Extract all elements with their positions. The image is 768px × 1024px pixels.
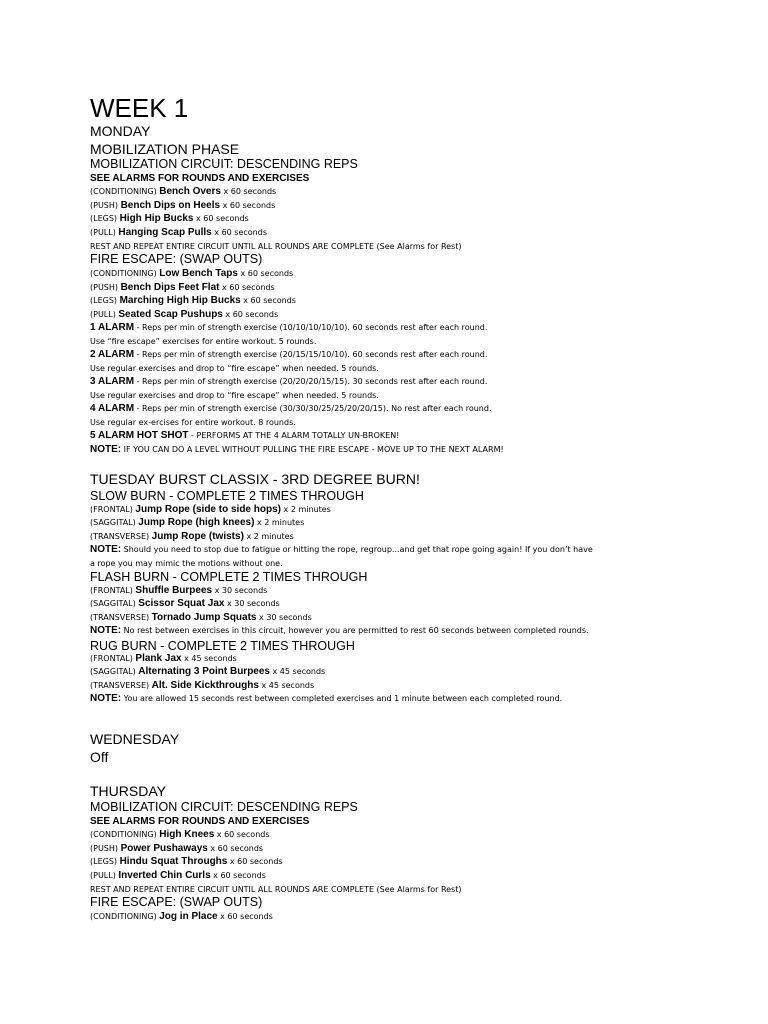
exercise-category: (PULL): [90, 228, 119, 237]
exercise-line: [90, 296, 296, 306]
exercise-duration: x 60 seconds: [227, 857, 283, 866]
exercise-line: [90, 871, 266, 881]
exercise-category: (SAGGITAL): [90, 667, 139, 676]
rest-note: REST AND REPEAT ENTIRE CIRCUIT UNTIL ALL ROUNDS ARE COMPLETE (See Alarms for Rest): [90, 242, 462, 251]
exercise-line: [90, 532, 294, 542]
flash-burn-title: FLASH BURN - COMPLETE 2 TIMES THROUGH: [90, 570, 368, 584]
note-label: NOTE:: [90, 544, 122, 555]
exercise-duration: x 60 seconds: [240, 296, 296, 305]
exercise-line: [90, 599, 280, 609]
exercise-duration: x 60 seconds: [222, 310, 279, 319]
note-line: [90, 694, 562, 704]
exercise-line: [90, 844, 263, 854]
exercise-duration: x 2 minutes: [254, 518, 305, 527]
exercise-name: Inverted Chin Curls: [118, 870, 211, 881]
exercise-category: (CONDITIONING): [90, 912, 160, 921]
exercise-category: (SAGGITAL): [90, 518, 139, 527]
exercise-category: (LEGS): [90, 857, 120, 866]
tuesday-heading: TUESDAY BURST CLASSIX - 3RD DEGREE BURN!: [90, 471, 420, 487]
exercise-category: (PULL): [90, 310, 119, 319]
note-label: NOTE:: [90, 693, 122, 704]
exercise-line: [90, 830, 270, 840]
exercise-duration: x 2 minutes: [281, 505, 331, 514]
wednesday-status: Off: [90, 749, 109, 765]
exercise-category: (CONDITIONING): [90, 187, 160, 196]
note-line: [90, 626, 589, 636]
exercise-name: Alt. Side Kickthroughs: [151, 680, 259, 691]
alarm-text: - Reps per min of strength exercise (20/15/15/10/10). 60 seconds rest after each round.: [134, 350, 488, 359]
alarm-continuation: Use regular exercises and drop to “fire escape” when needed. 5 rounds.: [90, 391, 379, 400]
exercise-name: Marching High Hip Bucks: [119, 295, 241, 306]
note-text: Should you need to stop due to fatigue or hitting the rope, regroup...and get that rope going again! If you don’t have: [121, 545, 593, 554]
hot-shot-line: [90, 431, 399, 441]
exercise-line: [90, 201, 275, 211]
exercise-category: (PULL): [90, 871, 119, 880]
exercise-name: High Knees: [159, 829, 215, 840]
exercise-category: (CONDITIONING): [90, 830, 160, 839]
exercise-duration: x 60 seconds: [220, 187, 277, 196]
alarm-continuation: Use regular ex-ercises for entire workout. 8 rounds.: [90, 418, 296, 427]
exercise-category: (FRONTAL): [90, 505, 136, 514]
note-label: NOTE:: [90, 444, 122, 455]
exercise-duration: x 30 seconds: [212, 586, 268, 595]
exercise-line: [90, 586, 267, 596]
note-line: [90, 445, 504, 455]
exercise-line: [90, 857, 283, 867]
thursday-circuit-title: MOBILIZATION CIRCUIT: DESCENDING REPS: [90, 800, 358, 814]
exercise-name: Bench Overs: [159, 186, 221, 197]
monday-alarms-note: SEE ALARMS FOR ROUNDS AND EXERCISES: [90, 173, 310, 184]
exercise-category: (LEGS): [90, 296, 120, 305]
exercise-category: (CONDITIONING): [90, 269, 160, 278]
exercise-category: (LEGS): [90, 214, 120, 223]
alarm-continuation: Use regular exercises and drop to “fire escape” when needed. 5 rounds.: [90, 364, 379, 373]
exercise-name: Alternating 3 Point Burpees: [138, 666, 270, 677]
alarm-line: [90, 404, 491, 414]
fire-escape-title: FIRE ESCAPE: (SWAP OUTS): [90, 895, 263, 909]
exercise-name: Bench Dips on Heels: [120, 200, 221, 211]
exercise-line: [90, 613, 312, 623]
exercise-line: [90, 228, 267, 238]
exercise-name: Seated Scap Pushups: [118, 309, 223, 320]
exercise-line: [90, 654, 237, 664]
exercise-duration: x 60 seconds: [210, 871, 266, 880]
alarm-continuation: Use “fire escape” exercises for entire workout. 5 rounds.: [90, 337, 317, 346]
alarm-text: - Reps per min of strength exercise (30/30/30/25/25/20/20/15). No rest after each round.: [134, 404, 492, 413]
exercise-name: Scissor Squat Jax: [138, 598, 225, 609]
exercise-duration: x 60 seconds: [211, 228, 267, 237]
monday-heading: MONDAY: [90, 123, 151, 139]
exercise-name: Jog in Place: [159, 911, 218, 922]
thursday-heading: THURSDAY: [90, 783, 166, 799]
exercise-line: [90, 505, 331, 515]
exercise-name: Low Bench Taps: [159, 268, 238, 279]
exercise-name: Jump Rope (twists): [151, 531, 244, 542]
exercise-duration: x 2 minutes: [243, 532, 294, 541]
note-text: IF YOU CAN DO A LEVEL WITHOUT PULLING THE FIRE ESCAPE - MOVE UP TO THE NEXT ALARM!: [121, 445, 504, 454]
note-continuation: a rope you may mimic the motions without one.: [90, 559, 283, 568]
exercise-line: [90, 269, 293, 279]
exercise-category: (TRANSVERSE): [90, 681, 152, 690]
exercise-line: [90, 912, 273, 922]
alarm-label: 3 ALARM: [90, 376, 135, 387]
exercise-line: [90, 681, 314, 691]
exercise-name: Plank Jax: [135, 653, 182, 664]
exercise-line: [90, 283, 275, 293]
hot-shot-label: 5 ALARM HOT SHOT: [90, 430, 189, 441]
exercise-line: [90, 187, 276, 197]
exercise-name: Jump Rope (high knees): [138, 517, 255, 528]
exercise-category: (TRANSVERSE): [90, 613, 152, 622]
monday-phase: MOBILIZATION PHASE: [90, 141, 240, 157]
exercise-name: Hindu Squat Throughs: [119, 856, 228, 867]
exercise-category: (FRONTAL): [90, 654, 136, 663]
note-text: No rest between exercises in this circuit, however you are permitted to rest 60 seconds between completed rounds.: [121, 626, 589, 635]
exercise-name: High Hip Bucks: [119, 213, 194, 224]
exercise-duration: x 30 seconds: [224, 599, 280, 608]
exercise-name: Tornado Jump Squats: [151, 612, 257, 623]
exercise-line: [90, 518, 304, 528]
exercise-duration: x 60 seconds: [220, 201, 276, 210]
exercise-duration: x 60 seconds: [237, 269, 294, 278]
note-label: NOTE:: [90, 625, 122, 636]
exercise-category: (FRONTAL): [90, 586, 136, 595]
alarm-text: - Reps per min of strength exercise (10/10/10/10/10). 60 seconds rest after each round.: [134, 323, 488, 332]
hot-shot-text: - PERFORMS AT THE 4 ALARM TOTALLY UN-BROKEN!: [188, 431, 400, 440]
exercise-duration: x 60 seconds: [219, 283, 275, 292]
alarm-label: 1 ALARM: [90, 322, 135, 333]
exercise-name: Hanging Scap Pulls: [118, 227, 212, 238]
exercise-category: (SAGGITAL): [90, 599, 139, 608]
exercise-duration: x 45 seconds: [258, 681, 315, 690]
slow-burn-title: SLOW BURN - COMPLETE 2 TIMES THROUGH: [90, 489, 364, 503]
alarm-label: 4 ALARM: [90, 403, 135, 414]
wednesday-heading: WEDNESDAY: [90, 731, 180, 747]
rest-note: REST AND REPEAT ENTIRE CIRCUIT UNTIL ALL ROUNDS ARE COMPLETE (See Alarms for Rest): [90, 885, 462, 894]
exercise-category: (TRANSVERSE): [90, 532, 152, 541]
alarm-label: 2 ALARM: [90, 349, 135, 360]
exercise-name: Bench Dips Feet Flat: [120, 282, 220, 293]
fire-escape-title: FIRE ESCAPE: (SWAP OUTS): [90, 252, 263, 266]
note-line: [90, 545, 593, 555]
exercise-category: (PUSH): [90, 283, 121, 292]
exercise-duration: x 60 seconds: [217, 912, 273, 921]
alarm-line: [90, 350, 487, 360]
note-text: You are allowed 15 seconds rest between completed exercises and 1 minute between each completed round.: [121, 694, 563, 703]
alarm-line: [90, 377, 487, 387]
exercise-category: (PUSH): [90, 844, 121, 853]
exercise-duration: x 60 seconds: [214, 830, 270, 839]
alarm-text: - Reps per min of strength exercise (20/20/20/15/15). 30 seconds rest after each round.: [134, 377, 488, 386]
rug-burn-title: RUG BURN - COMPLETE 2 TIMES THROUGH: [90, 639, 355, 653]
week-title: WEEK 1: [90, 93, 189, 123]
exercise-name: Jump Rope (side to side hops): [135, 504, 281, 515]
exercise-name: Shuffle Burpees: [135, 585, 213, 596]
exercise-line: [90, 214, 249, 224]
monday-circuit-title: MOBILIZATION CIRCUIT: DESCENDING REPS: [90, 157, 358, 171]
thursday-alarms-note: SEE ALARMS FOR ROUNDS AND EXERCISES: [90, 816, 310, 827]
exercise-duration: x 45 seconds: [269, 667, 326, 676]
exercise-category: (PUSH): [90, 201, 121, 210]
exercise-duration: x 60 seconds: [193, 214, 249, 223]
exercise-line: [90, 667, 325, 677]
alarm-line: [90, 323, 487, 333]
exercise-line: [90, 310, 278, 320]
exercise-duration: x 60 seconds: [207, 844, 264, 853]
exercise-duration: x 30 seconds: [256, 613, 312, 622]
exercise-duration: x 45 seconds: [181, 654, 237, 663]
exercise-name: Power Pushaways: [120, 843, 208, 854]
